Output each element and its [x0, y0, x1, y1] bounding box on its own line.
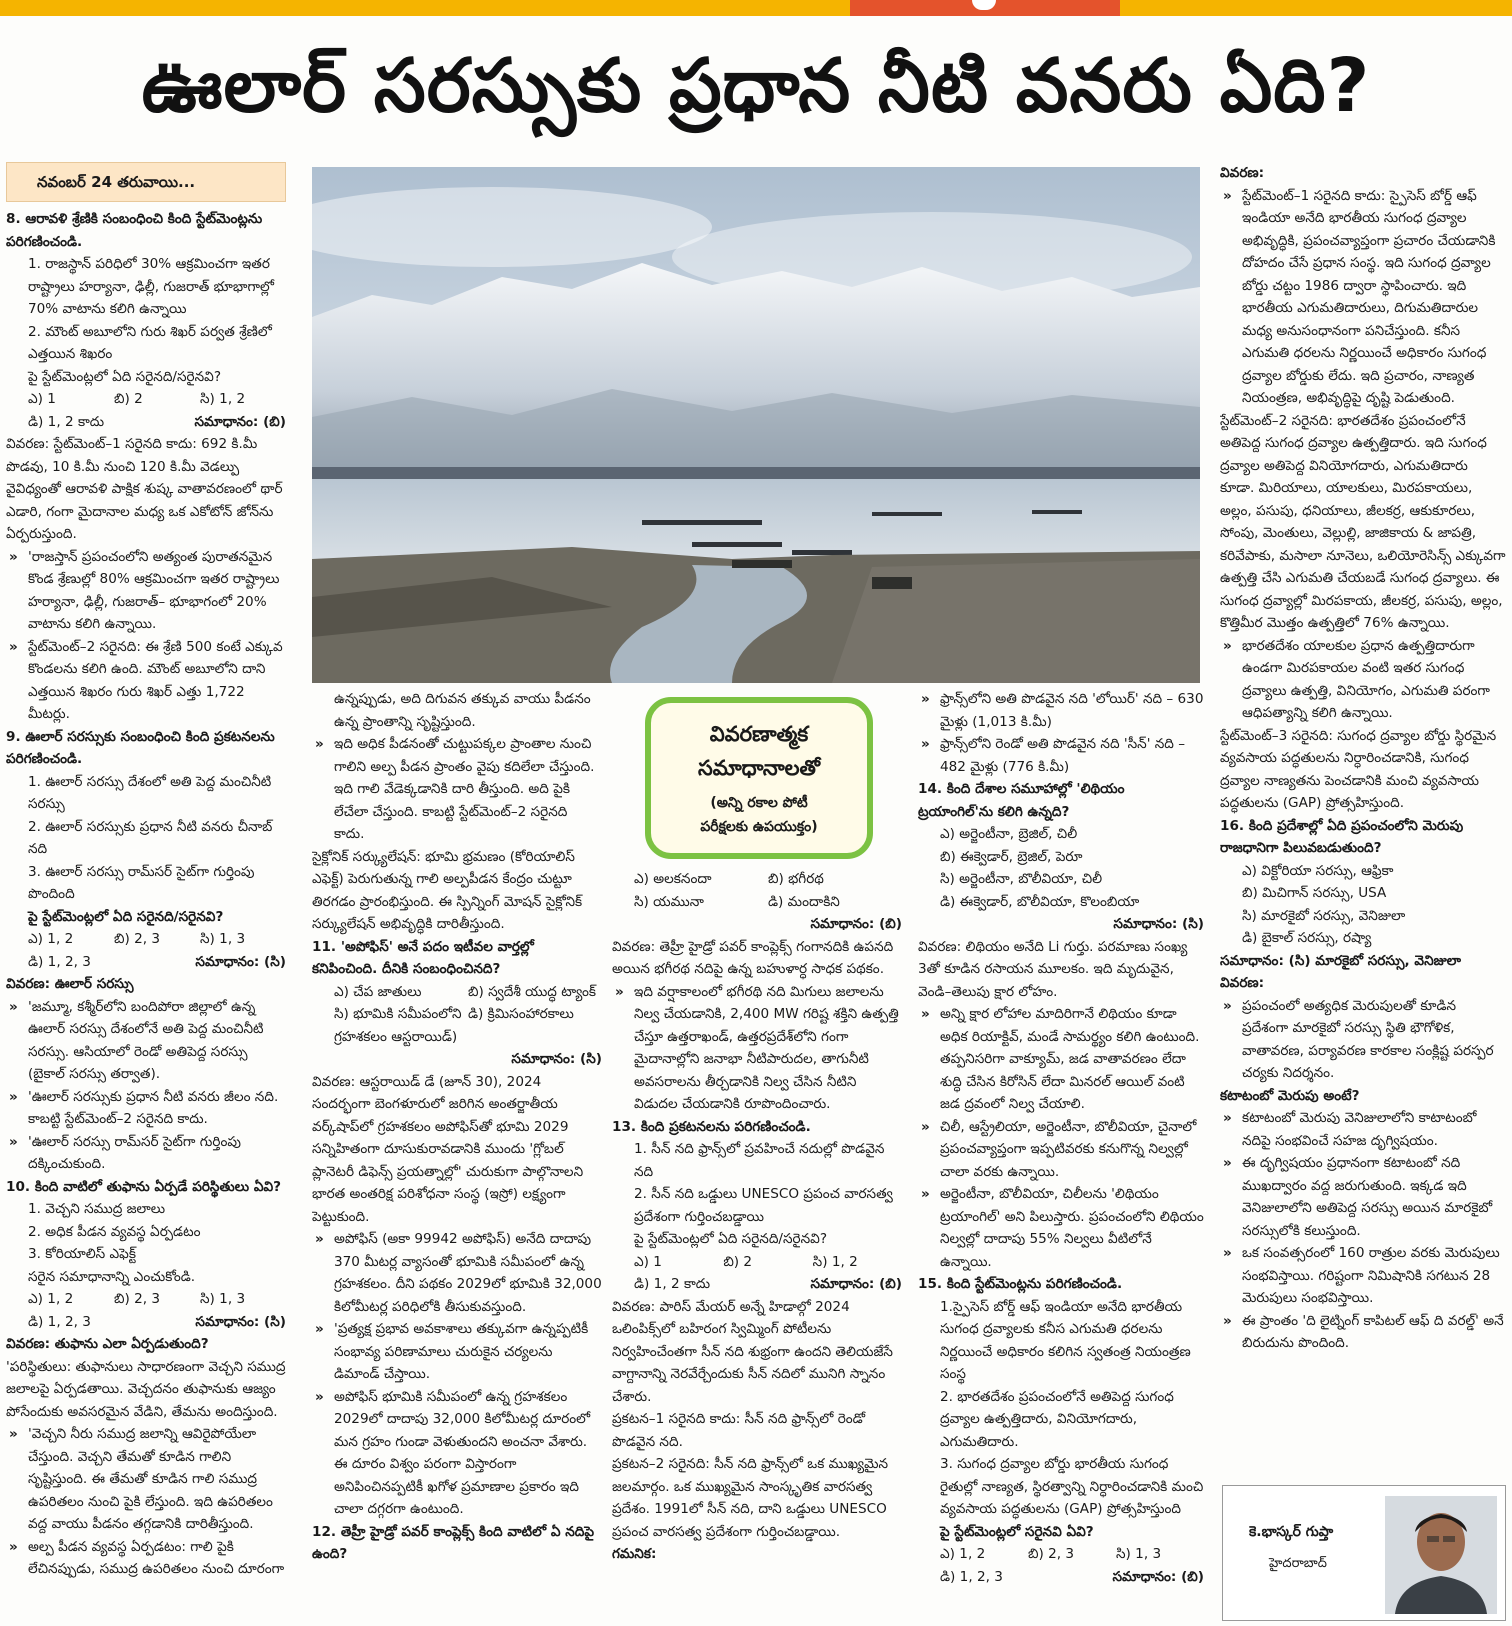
paragraph: 3. కోరియాలిస్ ఎఫెక్ట్ [28, 1246, 136, 1262]
answer-row [6, 951, 286, 974]
lake-photo [312, 167, 1200, 683]
question-heading: 10. కింది వాటిలో తుఫాను ఏర్పడే పరిస్థితులు ఏవి? [6, 1178, 282, 1195]
option-text: ఎ) 1, 2 [28, 1291, 74, 1307]
question-heading: 15. కింది స్టేట్‌మెంట్లను పరిగణించండి. [918, 1276, 1123, 1292]
option-text: బి) భగీరథ [768, 871, 824, 887]
paragraph: ప్రకటన–2 సరైనది: సీన్ నది ఫ్రాన్స్‌లో ఒక ముఖ్యమైన జలమార్గం. ఒక ముఖ్యమైన సాంస్కృతిక వారసత్వ ప్రదేశం. 1991లో సీన్ నది, దాని ఒడ్డులు UNESCO ప్రపంచ వారసత్వ ప్రదేశంగా గుర్తించబడ్డాయి. [612, 1456, 889, 1540]
option-text: సమాధానం: (సి) [195, 1313, 286, 1330]
paragraph: పై స్టేట్‌మెంట్లలో ఏది సరైనది/సరైనవి? [28, 368, 222, 385]
paragraph: 2. సీన్ నది ఒడ్డులు UNESCO ప్రపంచ వారసత్వ ప్రదేశంగా గుర్తించబడ్డాయి [634, 1186, 893, 1225]
question-heading: 16. కింది ప్రదేశాల్లో ఏది ప్రపంచంలోని మెరుపు రాజధానిగా పిలువబడుతుంది? [1220, 817, 1464, 856]
option-text: ఎ) 1, 2 [940, 1546, 986, 1562]
paragraph: ఎ) విక్టోరియా సరస్సు, ఆఫ్రికా [1242, 862, 1394, 879]
option-text: సమాధానం: (సి) [195, 953, 286, 970]
page-headline: ఊలార్ సరస్సుకు ప్రధాన నీటి వనరు ఏది? [141, 43, 1371, 129]
answer-row [6, 1311, 286, 1334]
badge-line-4: పరీక్షలకు ఉపయుక్తం) [700, 819, 818, 835]
paragraph: సి) అర్జెంటీనా, బొలీవియా, చిలీ [940, 871, 1103, 887]
paragraph: సరైన సమాధానాన్ని ఎంచుకోండి. [28, 1268, 196, 1285]
paragraph: » అల్ప పీడన వ్యవస్థ ఏర్పడటం: గాలి పైకి లేచినప్పుడు, సముద్ర ఉపరితలం నుంచి దూరంగా [6, 1536, 286, 1581]
column-4 [918, 688, 1204, 1623]
option-text: ఎ) 1 [634, 1253, 662, 1270]
paragraph: వివరణ: లిథియం అనేది Li గుర్తు. పరమాణు సంఖ్య 3తో కూడిన రసాయన మూలకం. ఇది మృదువైన, వెండి–తెలుపు క్షార లోహం. [918, 938, 1188, 1000]
option-text: ఎ) అలకనందా [634, 871, 712, 887]
option-text: బి) 2 [114, 391, 143, 407]
paragraph: » 'ఊలార్ సరస్సుకు ప్రధాన నీటి వనరు జీలం నది. కాబట్టి స్టేట్‌మెంట్–2 సరైనది కాదు. [6, 1086, 286, 1131]
column-1 [6, 162, 286, 1622]
paragraph: » చిలీ, ఆస్ట్రేలియా, అర్జెంటీనా, బొలీవియా, చైనాలో ప్రపంచవ్యాప్తంగా ఇప్పటివరకు కనుగొన్న నిల్వల్లో చాలా వరకు ఉన్నాయి. [918, 1116, 1204, 1184]
option-text: సి) 1, 3 [200, 1291, 246, 1307]
paragraph: 2. మౌంట్ అబూలోని గురు శిఖర్ పర్వత శ్రేణిలో ఎత్తయిన శిఖరం [28, 323, 272, 362]
paragraph: పై స్టేట్‌మెంట్లలో ఏది సరైనది/సరైనవి? [28, 908, 224, 925]
paragraph: 1. సీన్ నది ఫ్రాన్స్‌లో ప్రవహించే నదుల్లో పొడవైన నది [634, 1141, 885, 1180]
option-text: సి) 1, 3 [1116, 1546, 1162, 1562]
options-row [6, 388, 286, 411]
paragraph: సి) మారకైబో సరస్సు, వెనిజులా [1242, 907, 1406, 924]
badge-line-3: (అన్ని రకాల పోటీ [710, 795, 808, 811]
question-heading: 8. ఆరావళి శ్రేణికి సంబంధించి కింది స్టేట్‌మెంట్లను పరిగణించండి. [6, 211, 263, 250]
author-name: కె.భాస్కర్ గుప్తా [1249, 1524, 1334, 1540]
question-heading: 13. కింది ప్రకటనలను పరిగణించండి. [612, 1118, 811, 1135]
author-box [1222, 1485, 1506, 1621]
author-city: హైదరాబాద్ [1269, 1556, 1327, 1571]
option-text: బి) స్వదేశీ యుద్ధ ట్యాంక్ [468, 983, 596, 1000]
option-text: డి) 1, 2 కాదు [634, 1276, 711, 1292]
paragraph: » ఫ్రాన్స్‌లోని రెండో అతి పొడవైన నది 'సీన్' నది – 482 మైళ్లు (776 కి.మీ) [918, 733, 1204, 778]
paragraph: డి) బైకాల్ సరస్సు, రష్యా [1242, 930, 1372, 946]
paragraph: » స్టేట్‌మెంట్–1 సరైనది కాదు: స్పైసెస్ బోర్డ్ ఆఫ్ ఇండియా అనేది భారతీయ సుగంధ ద్రవ్యాల అభివృద్ధికి, ప్రపంచవ్యాప్తంగా ప్రచారం చేయడానికి దోహదం చేసే ప్రధాన సంస్థ. ఇది సుగంధ ద్రవ్యాల బోర్డు చట్టం 1986 ద్వారా స్థాపించారు. ఇది భారతీయ ఎగుమతిదారులు, దిగుమతిదారుల మధ్య అనుసంధానంగా పనిచేస్తుంది. కనీస ఎగుమతి ధరలను నిర్ణయించే అధికారం సుగంధ ద్రవ్యాల బోర్డుకు లేదు. ఇది ప్రచారం, నాణ్యత నియంత్రణ, అభివృద్ధిపై దృష్టి పెడుతుంది. [1220, 185, 1506, 410]
paragraph: సైక్లోనిక్ సర్క్యులేషన్: భూమి భ్రమణం (కోరియాలిస్ ఎఫెక్ట్) పెరుగుతున్న గాలి అల్పపీడన కేంద్రం చుట్టూ తిరగడం ప్రారంభిస్తుంది. ఈ స్పిన్నింగ్ మోషన్ సైక్లోనిక్ సర్క్యులేషన్ అభివృద్ధికి దారితీస్తుంది. [312, 848, 583, 932]
badge-line-1: వివరణాత్మక [709, 722, 809, 746]
paragraph: 1.స్పైసెస్ బోర్డ్ ఆఫ్ ఇండియా అనేది భారతీయ సుగంధ ద్రవ్యాలకు కనీస ఎగుమతి ధరలను నిర్ణయించే అధికారం కలిగిన స్వతంత్ర నియంత్రణ సంస్థ [940, 1298, 1191, 1382]
option-text: డి) 1, 2 కాదు [28, 413, 105, 430]
option-text: సమాధానం: (బి) [1112, 1568, 1204, 1585]
option-text: సమాధానం: (బి) [810, 916, 902, 932]
paragraph: ఉన్నప్పుడు, అది దిగువన తక్కువ వాయు పీడనం ఉన్న ప్రాంతాన్ని సృష్టిస్తుంది. [334, 691, 591, 730]
option-text: సమాధానం: (సి) [1113, 916, 1204, 932]
paragraph: » ఒక సంవత్సరంలో 160 రాత్రుల వరకు మెరుపులు సంభవిస్తాయి. గరిష్టంగా నిమిషానికి సగటున 28 మెరుపులు సంభవిస్తాయి. [1220, 1242, 1506, 1310]
option-text: ఎ) చేప జాతులు [334, 983, 422, 1000]
option-text: డి) 1, 2, 3 [940, 1568, 1003, 1585]
option-text: సి) యమునా [634, 893, 704, 910]
paragraph: 2. ఊలార్ సరస్సుకు ప్రధాన నీటి వనరు చీనాబ్ నది [28, 818, 273, 857]
option-text: ఎ) 1 [28, 391, 56, 407]
column-5 [1220, 162, 1506, 1462]
paragraph: స్టేట్‌మెంట్–2 సరైనది: భారతదేశం ప్రపంచంలోనే అతిపెద్ద సుగంధ ద్రవ్యాల ఉత్పత్తిదారు. ఇది సుగంధ ద్రవ్యాల అతిపెద్ద వినియోగదారు, ఎగుమతిదారు కూడా. మిరియాలు, యాలకులు, మిరపకాయలు, అల్లం, పసుపు, ధనియాలు, జీలకర్ర, ఆకుకూరలు, సోంపు, మెంతులు, వెల్లుల్లి, జాజికాయ & జాపత్రి, కరివేపాకు, మసాలా నూనెలు, ఒలియోరెసిన్స్ ఎక్కువగా ఉత్పత్తి చేసి ఎగుమతి చేయబడే సుగంధ ద్రవ్యాలు. ఈ సుగంధ ద్రవ్యాల్లో మిరపకాయ, జీలకర్ర, పసుపు, అల్లం, కొత్తిమీర మొత్తం ఉత్పత్తిలో 76% ఉన్నాయి. [1220, 412, 1506, 631]
paragraph: » ఈ ప్రాంతం 'ది లైట్నింగ్ కాపిటల్ ఆఫ్ ది వరల్డ్' అనే బిరుదును పొందింది. [1220, 1310, 1506, 1355]
option-text: డి) మందాకిని [768, 893, 840, 910]
paragraph: 2. అధిక పీడన వ్యవస్థ ఏర్పడటం [28, 1223, 201, 1240]
answer-row [918, 1566, 1204, 1589]
option-text: సమాధానం: (బి) [810, 1276, 902, 1292]
paragraph: » భారతదేశం యాలకుల ప్రధాన ఉత్పత్తిదారుగా ఉండగా మిరపకాయల వంటి ఇతర సుగంధ ద్రవ్యాలు ఉత్పత్తి, వినియోగం, ఎగుమతి పరంగా ఆధిపత్యాన్ని కలిగి ఉన్నాయి. [1220, 635, 1506, 725]
options-row [612, 868, 902, 891]
paragraph: » 'వెచ్చని నీరు సముద్ర జలాన్ని ఆవిరైపోయేలా చేస్తుంది. వెచ్చని తేమతో కూడిన గాలిని సృష్టిస్తుంది. ఈ తేమతో కూడిన గాలి సముద్ర ఉపరితలం నుంచి పైకి లేస్తుంది. ఇది ఉపరితలం వద్ద వాయు పీడనం తగ్గడానికి దారితీస్తుంది. [6, 1423, 286, 1536]
question-heading: వివరణ: [1220, 975, 1265, 991]
author-photo [1385, 1496, 1497, 1614]
paragraph: » ఇది అధిక పీడనంతో చుట్టుపక్కల ప్రాంతాల నుంచి గాలిని అల్ప పీడన ప్రాంతం వైపు కదిలేలా చేస్తుంది. ఇది గాలి వేడెక్కడానికి దారి తీస్తుంది. అది పైకి లేచేలా చేస్తుంది. కాబట్టి స్టేట్‌మెంట్–2 సరైనది కాదు. [312, 733, 602, 846]
explained-answers-badge [645, 697, 873, 859]
paragraph: వివరణ: స్టేట్‌మెంట్–1 సరైనది కాదు: 692 కి.మీ పొడవు, 10 కి.మీ నుంచి 120 కి.మీ వెడల్పు వైవిధ్యంతో ఆరావళి పాక్షిక శుష్క వాతావరణంలో థార్ ఎడారి, గంగా మైదానాల మధ్య ఒక ఎకోటోన్ జోన్‌ను ఏర్పరుస్తుంది. [6, 436, 283, 542]
paragraph: స్టేట్‌మెంట్–3 సరైనది: సుగంధ ద్రవ్యాల బోర్డు స్థిరమైన వ్యవసాయ పద్ధతులను నిర్ధారించడానికి, సుగంధ ద్రవ్యాల నాణ్యతను పెంచడానికి మంచి వ్యవసాయ పద్ధతులను (GAP) ప్రోత్సహిస్తుంది. [1220, 727, 1497, 811]
paragraph: » అర్జెంటీనా, బొలీవియా, చిలీలను 'లిథియం ట్రయాంగిల్' అని పిలుస్తారు. ప్రపంచంలోని లిథియం నిల్వల్లో దాదాపు 55% నిల్వలు వీటిలోనే ఉన్నాయి. [918, 1183, 1204, 1273]
paragraph: డి) ఈక్వెడార్, బొలీవియా, కొలంబియా [940, 893, 1140, 910]
option-text: బి) 2, 3 [1028, 1546, 1075, 1562]
option-text: డి) 1, 2, 3 [28, 953, 91, 970]
paragraph: » 'జమ్మూ, కశ్మీర్‌లోని బందిపోరా జిల్లాలో ఉన్న ఊలార్ సరస్సు దేశంలోనే అతి పెద్ద మంచినీటి సరస్సు. ఆసియాలో రెండో అతిపెద్ద సరస్సు (బైకాల్ సరస్సు తర్వాత). [6, 996, 286, 1086]
paragraph: 3. సుగంధ ద్రవ్యాల బోర్డు భారతీయ సుగంధ రైతుల్లో నాణ్యత, స్థిరత్వాన్ని నిర్ధారించడానికి మంచి వ్యవసాయ పద్ధతులను (GAP) ప్రోత్సహిస్తుంది [940, 1456, 1204, 1517]
paragraph: 1. ఊలార్ సరస్సు దేశంలో అతి పెద్ద మంచినీటి సరస్సు [28, 773, 272, 812]
paragraph: బి) మిచిగాన్ సరస్సు, USA [1242, 885, 1387, 901]
paragraph: పై స్టేట్‌మెంట్లలో సరైనవి ఏవి? [940, 1523, 1094, 1540]
answer-row [612, 1273, 902, 1296]
paragraph: ప్రకటన–1 సరైనది కాదు: సీన్ నది ఫ్రాన్స్‌లో రెండో పొడవైన నది. [612, 1411, 866, 1450]
question-heading: కటాటంబో మెరుపు అంటే? [1220, 1087, 1360, 1104]
paragraph: » స్టేట్‌మెంట్–2 సరైనది: ఈ శ్రేణి 500 కంటే ఎక్కువ కొండలను కలిగి ఉంది. మౌంట్ అబూలోని దాని ఎత్తయిన శిఖరం గురు శిఖర్ ఎత్తు 1,722 మీటర్లు. [6, 636, 286, 726]
options-row [312, 981, 602, 1004]
option-text: సి) 1, 2 [812, 1253, 858, 1270]
paragraph: 'పరిస్థితులు: తుఫానులు సాధారణంగా వెచ్చని సముద్ర జలాలపై ఏర్పడతాయి. వెచ్చదనం తుఫానుకు ఆజ్యం పోసేందుకు అవసరమైన వేడిని, తేమను అందిస్తుంది. [6, 1358, 286, 1420]
option-text: బి) 2, 3 [114, 1291, 161, 1307]
top-color-bar [0, 0, 1512, 16]
question-heading: 9. ఊలార్ సరస్సుకు సంబంధించి కింది ప్రకటనలను పరిగణించండి. [6, 728, 275, 767]
option-text: బి) 2, 3 [114, 931, 161, 947]
options-row [312, 1003, 602, 1048]
paragraph: » అపోఫిస్ (అకా 99942 అపోఫిస్) అనేది దాదాపు 370 మీటర్ల వ్యాసంతో భూమికి సమీపంలో ఉన్న గ్రహశకలం. దీని పథకం 2029లో భూమికి 32,000 కిలోమీటర్ల పరిధిలోకి తీసుకువస్తుంది. [312, 1228, 602, 1318]
badge-line-2: సమాధానాలతో [697, 756, 821, 780]
paragraph: » ఫ్రాన్స్‌లోని అతి పొడవైన నది 'లోయిర్' నది – 630 మైళ్లు (1,013 కి.మీ) [918, 688, 1204, 733]
question-heading: 12. తెహ్రీ హైడ్రో పవర్ కాంప్లెక్స్ కింది వాటిలో ఏ నదిపై ఉంది? [312, 1523, 595, 1562]
paragraph: వివరణ: పారిస్ మేయర్ అన్నే హిడాల్గో 2024 ఒలింపిక్స్‌లో బహిరంగ స్విమ్మింగ్ పోటీలను నిర్వహించేంతగా సీన్ నది శుభ్రంగా ఉందని తెలియజేసే వాగ్దానాన్ని నెరవేర్చేందుకు సీన్ నదిలో మునిగి స్నానం చేశారు. [612, 1298, 893, 1405]
question-heading: వివరణ: ఊలార్ సరస్సు [6, 976, 134, 992]
paragraph: బి) ఈక్వెడార్, బ్రెజిల్, పెరూ [940, 848, 1083, 865]
paragraph: » అన్ని క్షార లోహాల మాదిరిగానే లిథియం కూడా అధిక రియాక్టివ్, మండే సామర్థ్యం కలిగి ఉంటుంది. తప్పనిసరిగా వాక్యూమ్, జడ వాతావరణం లేదా శుద్ధి చేసిన కిరోసిన్ లేదా మినరల్ ఆయిల్ వంటి జడ ద్రవంలో నిల్వ చేయాలి. [918, 1003, 1204, 1116]
paragraph: » 'రాజస్తాన్ ప్రపంచంలోని అత్యంత పురాతనమైన కొండ శ్రేణుల్లో 80% ఆక్రమించగా ఇతర రాష్ట్రాలు హర్యానా, ఢిల్లీ, గుజరాత్– భూభాగంలో 20% వాటాను కలిగి ఉన్నాయి. [6, 546, 286, 636]
paragraph: » అపోఫిస్ భూమికి సమీపంలో ఉన్న గ్రహశకలం 2029లో దాదాపు 32,000 కిలోమీటర్ల దూరంలో మన గ్రహం గుండా వెళుతుందని అంచనా వేశారు. ఈ దూరం విశ్వం పరంగా విస్తారంగా అనిపించినప్పటికీ ఖగోళ ప్రమాణాల ప్రకారం ఇది చాలా దగ్గరగా ఉంటుంది. [312, 1386, 602, 1521]
answer-row [6, 411, 286, 434]
option-text: సి) భూమికి సమీపంలోని గ్రహశకలం ఆస్టరాయిడ్) [334, 1006, 462, 1045]
option-text: సమాధానం: (బి) [194, 413, 286, 430]
paragraph: ఎ) అర్జెంటీనా, బ్రెజిల్, చిలీ [940, 826, 1078, 842]
column-2 [312, 688, 602, 1623]
option-text: డి) 1, 2, 3 [28, 1313, 91, 1330]
paragraph: » ఇది వర్షాకాలంలో భగీరథి నది మిగులు జలాలను నిల్వ చేయడానికి, 2,400 MW గరిష్ట శక్తిని ఉత్పత్తి చేస్తూ ఉత్తరాఖండ్, ఉత్తరప్రదేశ్‌లోని గంగా మైదానాల్లోని జనాభా నీటిపారుదల, తాగునీటి అవసరాలను తీర్చడానికి నిల్వ చేసిన నీటిని విడుదల చేయడానికి రూపొందించారు. [612, 981, 902, 1116]
paragraph: వివరణ: తెహ్రీ హైడ్రో పవర్ కాంప్లెక్స్ గంగానదికి ఉపనది అయిన భగీరథ నదిపై ఉన్న బహుళార్ధ సాధక పథకం. [612, 938, 894, 977]
answer-row [918, 913, 1204, 936]
option-text: సమాధానం: (సి) [511, 1051, 602, 1067]
options-row [918, 1543, 1204, 1566]
options-row [6, 1288, 286, 1311]
options-row [612, 1251, 902, 1274]
question-heading: గమనిక: [612, 1546, 657, 1562]
option-text: డి) క్రిమిసంహారకాలు [468, 1006, 574, 1022]
question-heading: వివరణ: [1220, 165, 1265, 181]
answer-row [612, 913, 902, 936]
option-text: సి) 1, 2 [200, 391, 246, 407]
paragraph: » కటాటంబో మెరుపు వెనిజులాలోని కాటాటంబో నదిపై సంభవించే సహజ దృగ్విషయం. [1220, 1107, 1506, 1152]
question-heading: 14. కింది దేశాల సమూహాల్లో 'లిథియం ట్రయాంగిల్'ను కలిగి ఉన్నది? [918, 781, 1125, 820]
paragraph: 1. రాజస్థాన్ పరిధిలో 30% ఆక్రమించగా ఇతర రాష్ట్రాలు హర్యానా, ఢిల్లీ, గుజరాత్ భూభాగాల్లో 70% వాటాను కలిగి ఉన్నాయి [28, 256, 274, 317]
question-heading: సమాధానం: (సి) మారకైబో సరస్సు, వెనిజులా [1220, 952, 1462, 969]
paragraph: 1. వెచ్చని సముద్ర జలాలు [28, 1201, 166, 1217]
continuation-box: నవంబర్ 24 తరువాయి... [6, 162, 286, 202]
paragraph: » 'ప్రత్యక్ష ప్రభావ అవకాశాలు తక్కువగా ఉన్నప్పటికీ సంభావ్య పరిణామాలు చురుకైన చర్యలను డిమాండ్ చేస్తాయి. [312, 1318, 602, 1386]
question-heading: 11. 'అపోఫిస్' అనే పదం ఇటీవల వార్తల్లో కనిపించింది. దీనికి సంబంధించినది? [312, 938, 534, 977]
paragraph: » ప్రపంచంలో అత్యధిక మెరుపులతో కూడిన ప్రదేశంగా మారకైబో సరస్సు స్థితి భౌగోళిక, వాతావరణ, పర్యావరణ కారకాల సంక్లిష్ట పరస్పర చర్యకు నిదర్శనం. [1220, 995, 1506, 1085]
column-3 [612, 868, 902, 1623]
option-text: సి) 1, 3 [200, 931, 246, 947]
answer-row [312, 1048, 602, 1071]
options-row [6, 928, 286, 951]
option-text: ఎ) 1, 2 [28, 931, 74, 947]
paragraph: 2. భారతదేశం ప్రపంచంలోనే అతిపెద్ద సుగంధ ద్రవ్యాల ఉత్పత్తిదారు, వినియోగదారు, ఎగుమతిదారు. [940, 1388, 1174, 1450]
options-row [612, 891, 902, 914]
paragraph: పై స్టేట్‌మెంట్లలో ఏది సరైనది/సరైనవి? [634, 1231, 828, 1247]
option-text: బి) 2 [723, 1253, 753, 1270]
paragraph: వివరణ: ఆస్టరాయిడ్ డే (జూన్ 30), 2024 సందర్భంగా బెంగళూరులో జరిగిన అంతర్జాతీయ వర్క్‌షాప్‌లో గ్రహశకలం అపోఫిస్‌తో భూమి 2029 సన్నిహితంగా దూసుకురావడానికి ముందు 'గ్లోబల్ ప్లానెటరీ డిఫెన్స్ ప్రయత్నాల్లో' చురుకుగా పాల్గొనాలని భారత అంతరిక్ష పరిశోధనా సంస్థ (ఇస్రో) లక్ష్యంగా పెట్టుకుంది. [312, 1073, 584, 1225]
paragraph: » ఈ దృగ్విషయం ప్రధానంగా కటాటంబో నది ముఖద్వారం వద్ద జరుగుతుంది. ఇక్కడ ఇది వెనిజులాలోని అతిపెద్ద సరస్సు అయిన మారకైబో సరస్సులోకి కలుస్తుంది. [1220, 1152, 1506, 1242]
question-heading: వివరణ: తుఫాను ఎలా ఏర్పడుతుంది? [6, 1336, 209, 1352]
wular-lake-image [312, 167, 1200, 683]
paragraph: » 'ఊలార్ సరస్సు రామ్‌సర్ సైట్‌గా గుర్తింపు దక్కించుకుంది. [6, 1131, 286, 1176]
paragraph: 3. ఊలార్ సరస్సు రామ్‌సర్ సైట్‌గా గుర్తింపు పొందింది [28, 863, 255, 902]
